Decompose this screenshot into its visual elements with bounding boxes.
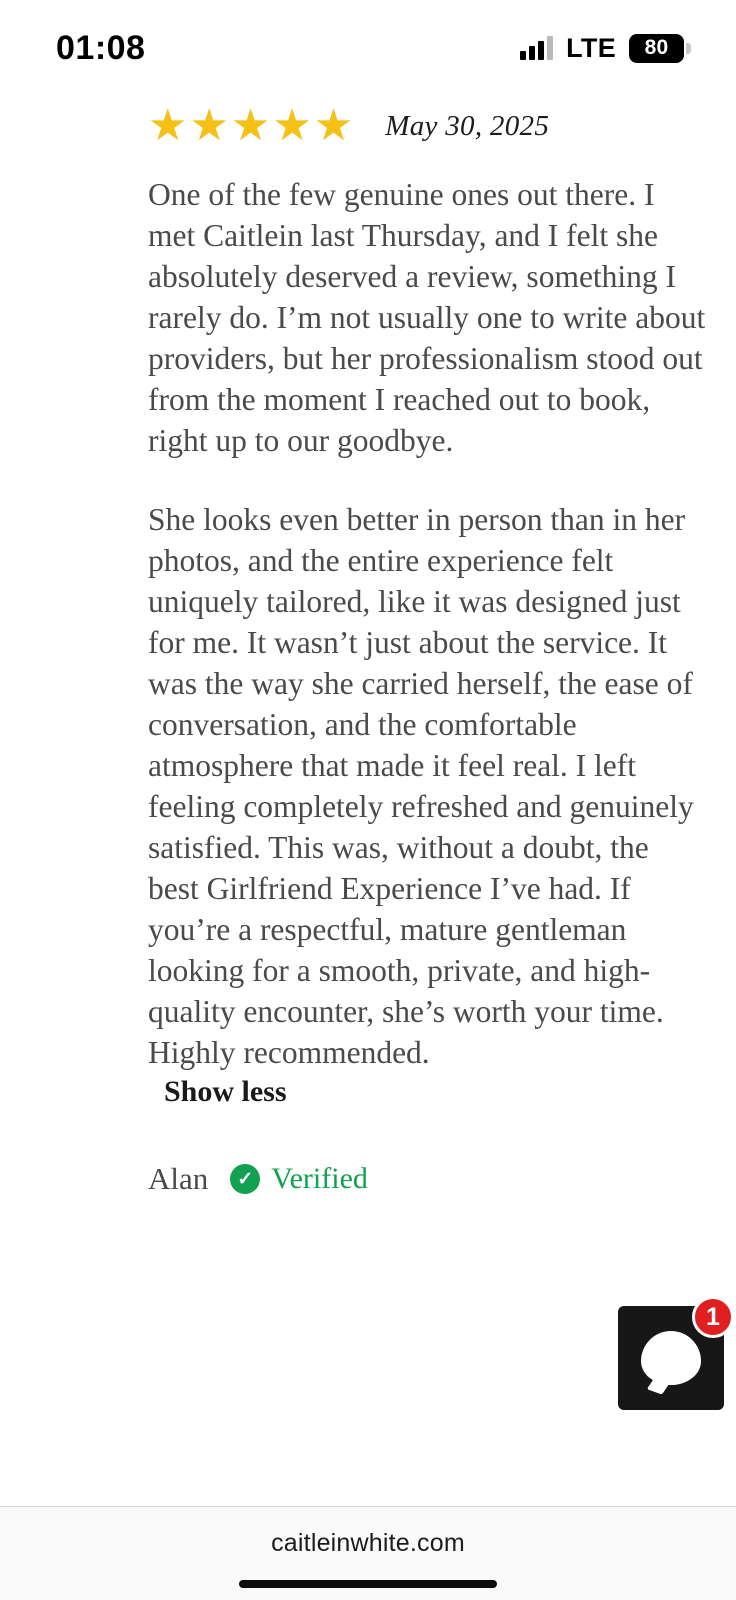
status-indicators <box>520 33 684 64</box>
chat-bubble-icon <box>641 1331 701 1385</box>
battery-tip <box>686 43 691 54</box>
network-type-label: LTE <box>566 32 616 63</box>
review-date: May 30, 2025 <box>385 109 550 142</box>
check-circle-icon: ✓ <box>230 1164 260 1194</box>
reviewer-name: Alan <box>148 1161 209 1196</box>
star-rating-icon: ★★★★★ <box>148 101 356 150</box>
battery-icon <box>629 34 684 63</box>
review-text <box>148 174 706 1073</box>
review-paragraph-1: One of the few genuine ones out there. I met Caitlein last Thursday, and I felt she absolutely deserved a review, something I rarely do. I’m not usually one to write about providers, but her professionalism stood out from the moment I reached out to book, right up to our goodbye. <box>148 177 706 458</box>
status-bar <box>0 0 736 96</box>
status-badge <box>230 1162 368 1196</box>
chat-unread-badge: 1 <box>692 1296 734 1338</box>
cellular-signal-icon <box>520 36 553 60</box>
url-label[interactable]: caitleinwhite.com <box>271 1529 465 1557</box>
review-header <box>148 101 706 150</box>
verified-label: Verified <box>271 1162 368 1195</box>
show-less-toggle[interactable]: Show less <box>164 1075 287 1108</box>
browser-bottom-bar <box>0 1506 736 1600</box>
home-indicator[interactable] <box>239 1580 497 1588</box>
battery-percent-label: 80 <box>644 36 669 59</box>
review-paragraph-2: She looks even better in person than in her photos, and the entire experience felt uniquely tailored, like it was designed just for me. It wasn’t just about the service. It was the way she carried herself, the ease of conversation, and the comfortable atmosphere that made it feel real. I left feeling completely refreshed and genuinely satisfied. This was, without a doubt, the best Girlfriend Experience I’ve had. If you’re a respectful, mature gentleman looking for a smooth, private, and high-quality encounter, she’s worth your time. Highly recommended. <box>148 502 694 1070</box>
status-time: 01:08 <box>56 28 146 67</box>
review-card <box>0 96 736 1506</box>
chat-widget-button[interactable] <box>618 1302 724 1410</box>
reviewer-info <box>148 1161 706 1197</box>
